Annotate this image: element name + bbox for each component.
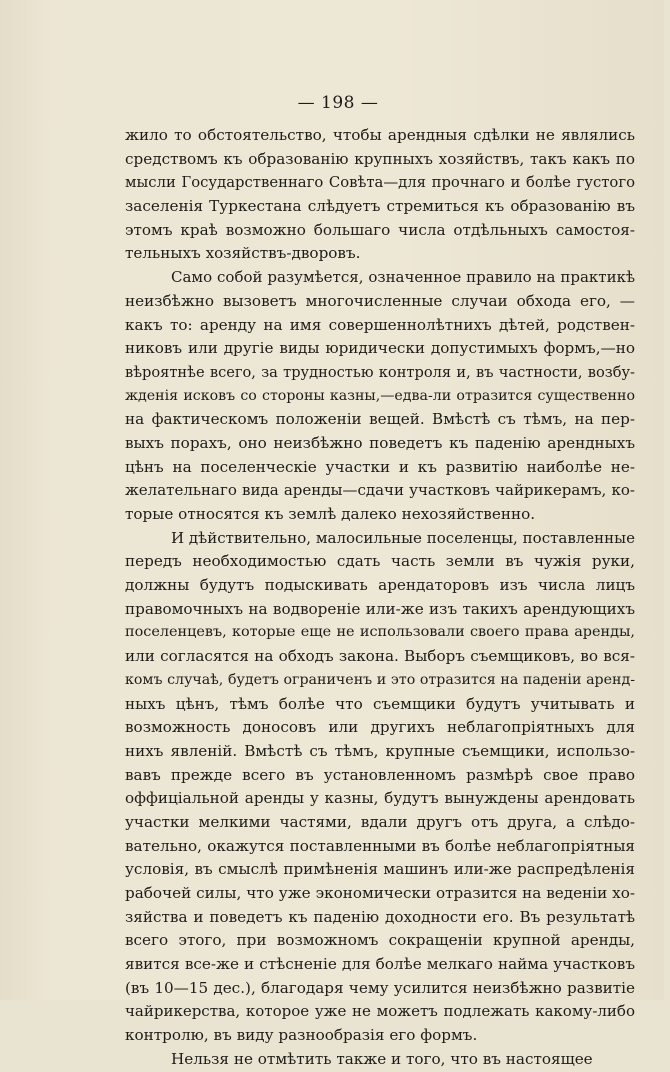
text-line: никовъ или другіе виды юридически допустимыхъ формъ,—но bbox=[125, 339, 635, 358]
text-line: этомъ краѣ возможно большаго числа отдѣльныхъ самостоя- bbox=[125, 220, 635, 239]
body-text bbox=[125, 124, 635, 1072]
text-line: или согласятся на обходъ закона. Выборъ съемщиковъ, во вся- bbox=[125, 647, 635, 666]
text-line: участки мелкими частями, вдали другъ отъ друга, а слѣдо- bbox=[125, 812, 635, 831]
text-line: нихъ явленій. Вмѣстѣ съ тѣмъ, крупные съемщики, использо- bbox=[125, 741, 635, 760]
text-line: торые относятся къ землѣ далеко нехозяйственно. bbox=[125, 505, 536, 523]
text-line: И дѣйствительно, малосильные поселенцы, поставленные bbox=[171, 528, 635, 547]
text-line: оффиціальной аренды у казны, будутъ вынуждены арендовать bbox=[125, 789, 635, 808]
text-line: на фактическомъ положеніи вещей. Вмѣстѣ съ тѣмъ, на пер- bbox=[125, 410, 635, 429]
text-line: комъ случаѣ, будетъ ограниченъ и это отразится на паденіи аренд- bbox=[125, 671, 635, 688]
text-line: правомочныхъ на водвореніе или-же изъ такихъ арендующихъ bbox=[125, 599, 635, 618]
paragraph bbox=[125, 527, 635, 1048]
page-number: — 198 — bbox=[297, 93, 379, 113]
text-line: контролю, въ виду разнообразія его формъ. bbox=[125, 1026, 478, 1045]
text-line: выхъ порахъ, оно неизбѣжно поведетъ къ паденію арендныхъ bbox=[125, 433, 635, 452]
text-line: какъ то: аренду на имя совершеннолѣтнихъ дѣтей, родствен- bbox=[125, 315, 635, 334]
text-line: чайрикерства, которое уже не можетъ подлежать какому-либо bbox=[125, 1002, 635, 1021]
text-line: Нельзя не отмѣтить также и того, что въ настоящее bbox=[171, 1049, 593, 1068]
text-line: заселенія Туркестана слѣдуетъ стремиться къ образованію въ bbox=[125, 197, 635, 216]
text-line: вѣроятнѣе всего, за трудностью контроля и, въ частности, возбу- bbox=[125, 363, 635, 381]
text-line: цѣнъ на поселенческіе участки и къ развитію наиболѣе не- bbox=[125, 457, 635, 476]
text-line: возможность доносовъ или другихъ неблагопріятныхъ для bbox=[125, 718, 635, 737]
text-line: неизбѣжно вызоветъ многочисленные случаи обхода его, — bbox=[125, 291, 635, 310]
text-line: жденія исковъ со стороны казны,—едва-ли отразится существенно bbox=[125, 387, 635, 404]
paragraph bbox=[125, 266, 635, 527]
text-line: средствомъ къ образованію крупныхъ хозяйствъ, такъ какъ по bbox=[125, 149, 635, 168]
text-line: Само собой разумѣется, означенное правило на практикѣ bbox=[171, 268, 635, 287]
text-line: вавъ прежде всего въ установленномъ размѣрѣ свое право bbox=[125, 765, 635, 784]
text-line: рабочей силы, что уже экономически отразится на веденіи хо- bbox=[125, 884, 635, 902]
text-line: желательнаго вида аренды—сдачи участковъ чайрикерамъ, ко- bbox=[125, 481, 635, 500]
text-line: (въ 10—15 дес.), благодаря чему усилится неизбѣжно развитіе bbox=[125, 978, 635, 997]
text-line: жило то обстоятельство, чтобы арендныя сдѣлки не являлись bbox=[125, 126, 635, 144]
text-line: поселенцевъ, которые еще не использовали своего права аренды, bbox=[125, 624, 635, 641]
text-line: условія, въ смыслѣ примѣненія машинъ или-же распредѣленія bbox=[125, 860, 635, 879]
text-line: передъ необходимостью сдать часть земли въ чужія руки, bbox=[125, 552, 635, 571]
text-line: ныхъ цѣнъ, тѣмъ болѣе что съемщики будутъ учитывать и bbox=[125, 694, 635, 713]
text-line: тельныхъ хозяйствъ-дворовъ. bbox=[125, 244, 361, 263]
text-line: вательно, окажутся поставленными въ болѣе неблагопріятныя bbox=[125, 836, 635, 855]
paragraph bbox=[125, 124, 635, 266]
text-line: явится все-же и стѣсненіе для болѣе мелкаго найма участковъ bbox=[125, 955, 635, 974]
text-line: должны будутъ подыскивать арендаторовъ изъ числа лицъ bbox=[125, 576, 635, 595]
text-line: мысли Государственнаго Совѣта—для прочнаго и болѣе густого bbox=[125, 174, 635, 192]
paragraph bbox=[125, 1048, 635, 1072]
text-line: зяйства и поведетъ къ паденію доходности его. Въ результатѣ bbox=[125, 907, 635, 926]
text-line: всего этого, при возможномъ сокращеніи крупной аренды, bbox=[125, 931, 635, 950]
